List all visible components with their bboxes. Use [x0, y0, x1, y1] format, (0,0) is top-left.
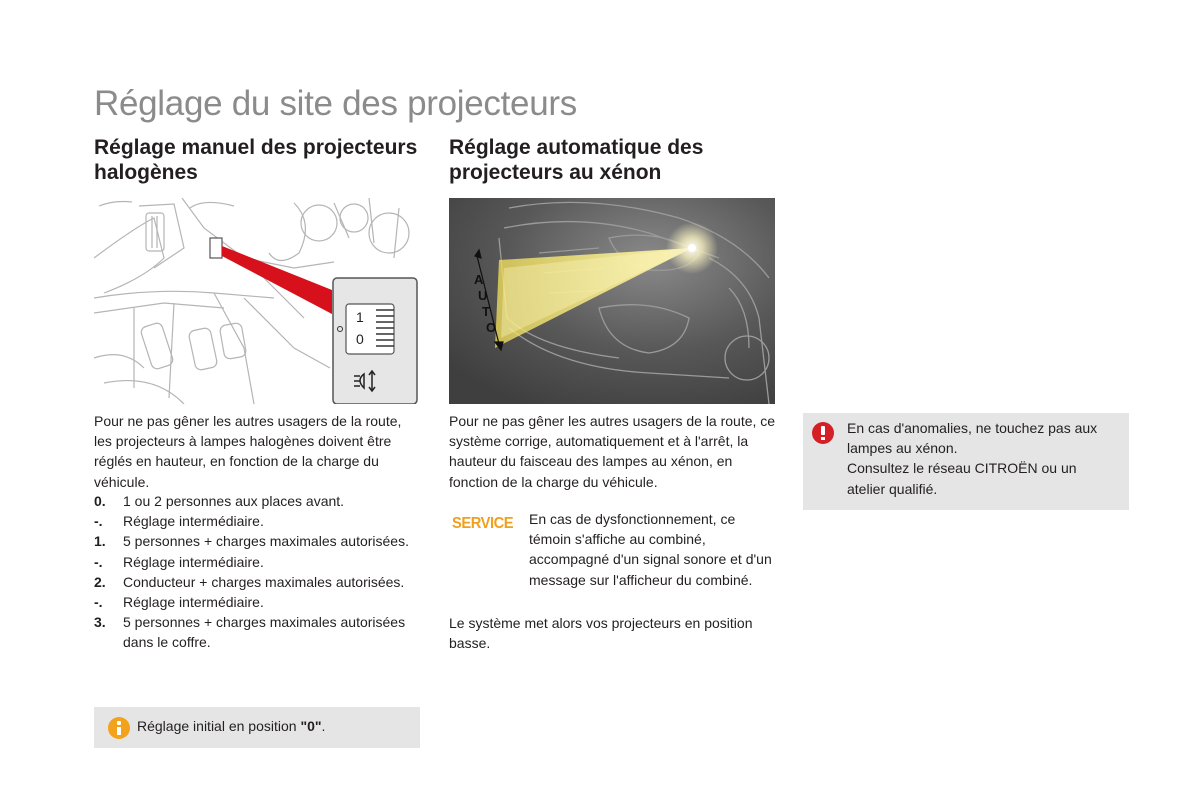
step-text: Réglage intermédiaire.: [123, 594, 264, 611]
step-number: 2.: [94, 573, 106, 590]
step-text: 5 personnes + charges maximales autorisées dans le coffre.: [123, 614, 406, 651]
step-text: 1 ou 2 personnes aux places avant.: [123, 493, 345, 509]
step-number: 1.: [94, 533, 106, 550]
auto-letter: U: [478, 288, 488, 303]
xenon-headlamp-illustration: [449, 198, 775, 404]
warning-line-2: Consultez le réseau CITROËN ou un atelier qualifié.: [847, 460, 1077, 497]
list-item: [94, 552, 422, 572]
automatic-adjustment-description: Pour ne pas gêner les autres usagers de la route, ce système corrige, automatiquement et à l'arrêt, la hauteur du faisceau des lampes au xénon, en fonction de la charge du véhicule.: [449, 413, 776, 490]
info-note: [94, 707, 420, 748]
manual-adjustment-section: [94, 136, 422, 734]
warning-icon: [812, 422, 834, 444]
step-number: -.: [94, 594, 103, 611]
page-title: Réglage du site des projecteurs: [94, 84, 577, 123]
manual-adjustment-description: Pour ne pas gêner les autres usagers de la route, les projecteurs à lampes halogènes doivent être réglés en hauteur, en fonction de la charge du véhicule.: [94, 413, 402, 490]
low-beam-fallback-text: Le système met alors vos projecteurs en position basse.: [449, 615, 753, 652]
info-note-text: [137, 716, 325, 736]
auto-letter: O: [486, 320, 497, 335]
info-icon: [108, 717, 130, 739]
warning-note-text: [847, 418, 1117, 499]
load-setting-list: [94, 491, 422, 653]
list-item: [94, 592, 422, 612]
step-text: Conducteur + charges maximales autorisées.: [123, 573, 405, 590]
list-item: [94, 511, 422, 531]
automatic-adjustment-heading: Réglage automatique des projecteurs au xénon: [449, 136, 704, 184]
info-note-suffix: .: [321, 718, 326, 734]
step-number: 0.: [94, 493, 106, 509]
list-item: [94, 612, 422, 652]
step-number: 3.: [94, 614, 106, 631]
service-warning-text: En cas de dysfonctionnement, ce témoin s'affiche au combiné, accompagné d'un signal sonore et d'un message sur l'afficheur du combiné.: [529, 511, 772, 588]
auto-letter: A: [474, 272, 484, 287]
step-text: 5 personnes + charges maximales autorisées.: [123, 533, 409, 550]
list-item: [94, 531, 422, 551]
list-item: [94, 491, 422, 511]
step-text: Réglage intermédiaire.: [123, 553, 264, 570]
dashboard-dial-illustration: [94, 198, 420, 404]
manual-adjustment-heading: Réglage manuel des projecteurs halogènes: [94, 136, 418, 184]
list-item: [94, 572, 422, 592]
step-number: -.: [94, 553, 103, 570]
step-text: Réglage intermédiaire.: [123, 513, 264, 530]
info-note-prefix: Réglage initial en position: [137, 718, 301, 734]
warning-line-1: En cas d'anomalies, ne touchez pas aux lampes au xénon.: [847, 420, 1098, 457]
dial-label-top: 1: [356, 309, 364, 325]
automatic-adjustment-section: [449, 136, 777, 652]
dial-label-bottom: 0: [356, 331, 364, 347]
auto-letter: T: [482, 304, 490, 319]
service-warning-icon: SERVICE: [452, 515, 514, 532]
info-note-value: "0": [300, 718, 322, 734]
step-number: -.: [94, 513, 103, 530]
warning-note: [803, 413, 1129, 510]
